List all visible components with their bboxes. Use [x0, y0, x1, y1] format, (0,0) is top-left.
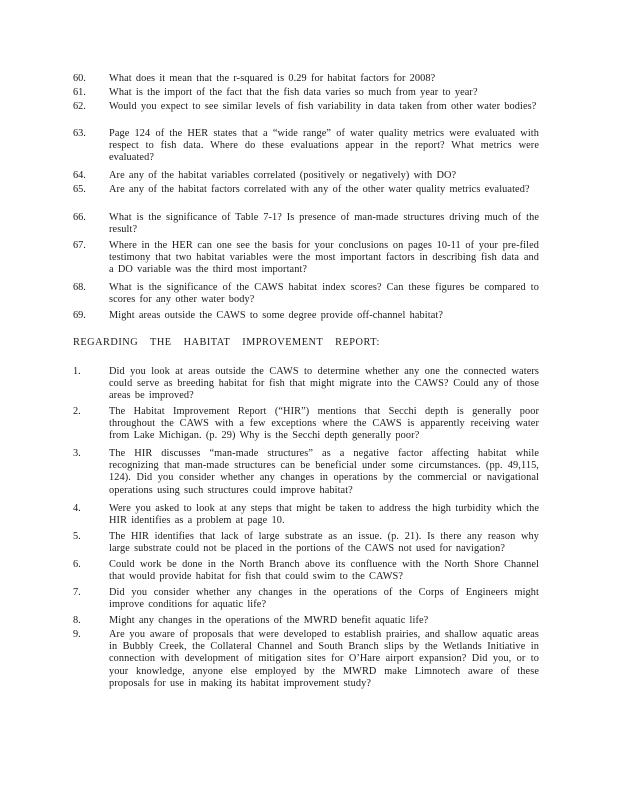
question-number: 62.	[73, 101, 86, 112]
question-text: What is the import of the fact that the fish data varies so much from year to year?	[109, 87, 478, 98]
question-number: 60.	[73, 73, 86, 84]
question-number: 69.	[73, 310, 86, 321]
question-text: What is the significance of the CAWS habitat index scores? Can these figures be compared to scores for any other water body?	[109, 282, 539, 306]
question-text: The HIR identifies that lack of large substrate as an issue. (p. 21). Is there any reason why large substrate could not be placed in the portions of the CAWS not used for navigation?	[109, 531, 539, 555]
question-text: Did you consider whether any changes in the operations of the Corps of Engineers might improve conditions for aquatic life?	[109, 587, 539, 611]
question-number: 5.	[73, 531, 81, 542]
question-number: 61.	[73, 87, 86, 98]
question-text: Are you aware of proposals that were developed to establish prairies, and shallow aquatic areas in Bubbly Creek, the Collateral Channel and South Branch slips by the Wetlands Initiative in connection with development of mitigation sites for O’Hare airport expansion? Did you, or to your knowledge, anyone else employed by the MWRD make Limnotech aware of these proposals for use in making its habitat improvement study?	[109, 629, 539, 689]
question-number: 68.	[73, 282, 86, 293]
question-text: The Habitat Improvement Report (“HIR”) mentions that Secchi depth is generally poor throughout the CAWS with a few exceptions where the CAWS is apparently receiving water from Lake Michigan. (p. 29) Why is the Secchi depth generally poor?	[109, 406, 539, 442]
question-text: Are any of the habitat factors correlated with any of the other water quality metrics evaluated?	[109, 184, 530, 195]
question-text: Where in the HER can one see the basis for your conclusions on pages 10-11 of your pre-filed testimony that two habitat variables were the most important factors in describing fish data and a DO variable was the third most important?	[109, 240, 539, 276]
question-number: 3.	[73, 448, 81, 459]
question-text: Would you expect to see similar levels of fish variability in data taken from other water bodies?	[109, 101, 537, 112]
question-number: 65.	[73, 184, 86, 195]
question-number: 6.	[73, 559, 81, 570]
question-text: Page 124 of the HER states that a “wide range” of water quality metrics were evaluated with respect to fish data. Where do these evaluations appear in the report? What metrics were evaluated?	[109, 128, 539, 164]
question-text: The HIR discusses “man-made structures” as a negative factor affecting habitat while recognizing that man-made structures can be beneficial under some circumstances. (pp. 49,115, 124). Did you consider whether any changes in operations by the commercial or navigational operations using such structures could improve habitat?	[109, 448, 539, 496]
question-number: 4.	[73, 503, 81, 514]
question-text: Might any changes in the operations of the MWRD benefit aquatic life?	[109, 615, 429, 626]
question-number: 64.	[73, 170, 86, 181]
question-number: 66.	[73, 212, 86, 223]
question-text: What is the significance of Table 7-1? Is presence of man-made structures driving much of the result?	[109, 212, 539, 236]
question-number: 8.	[73, 615, 81, 626]
question-text: Did you look at areas outside the CAWS to determine whether any one the connected waters could serve as breeding habitat for fish that might migrate into the CAWS? Could any of those areas be improved?	[109, 366, 539, 402]
question-number: 1.	[73, 366, 81, 377]
question-number: 67.	[73, 240, 86, 251]
question-number: 9.	[73, 629, 81, 640]
section-heading: REGARDING THE HABITAT IMPROVEMENT REPORT:	[73, 337, 380, 348]
question-text: Might areas outside the CAWS to some degree provide off-channel habitat?	[109, 310, 444, 321]
question-text: Could work be done in the North Branch above its confluence with the North Shore Channel that would provide habitat for fish that could swim to the CAWS?	[109, 559, 539, 583]
question-text: Are any of the habitat variables correlated (positively or negatively) with DO?	[109, 170, 457, 181]
question-text: Were you asked to look at any steps that might be taken to address the high turbidity which the HIR identifies as a problem at page 10.	[109, 503, 539, 527]
question-text: What does it mean that the r-squared is 0.29 for habitat factors for 2008?	[109, 73, 436, 84]
question-number: 63.	[73, 128, 86, 139]
question-number: 7.	[73, 587, 81, 598]
question-number: 2.	[73, 406, 81, 417]
